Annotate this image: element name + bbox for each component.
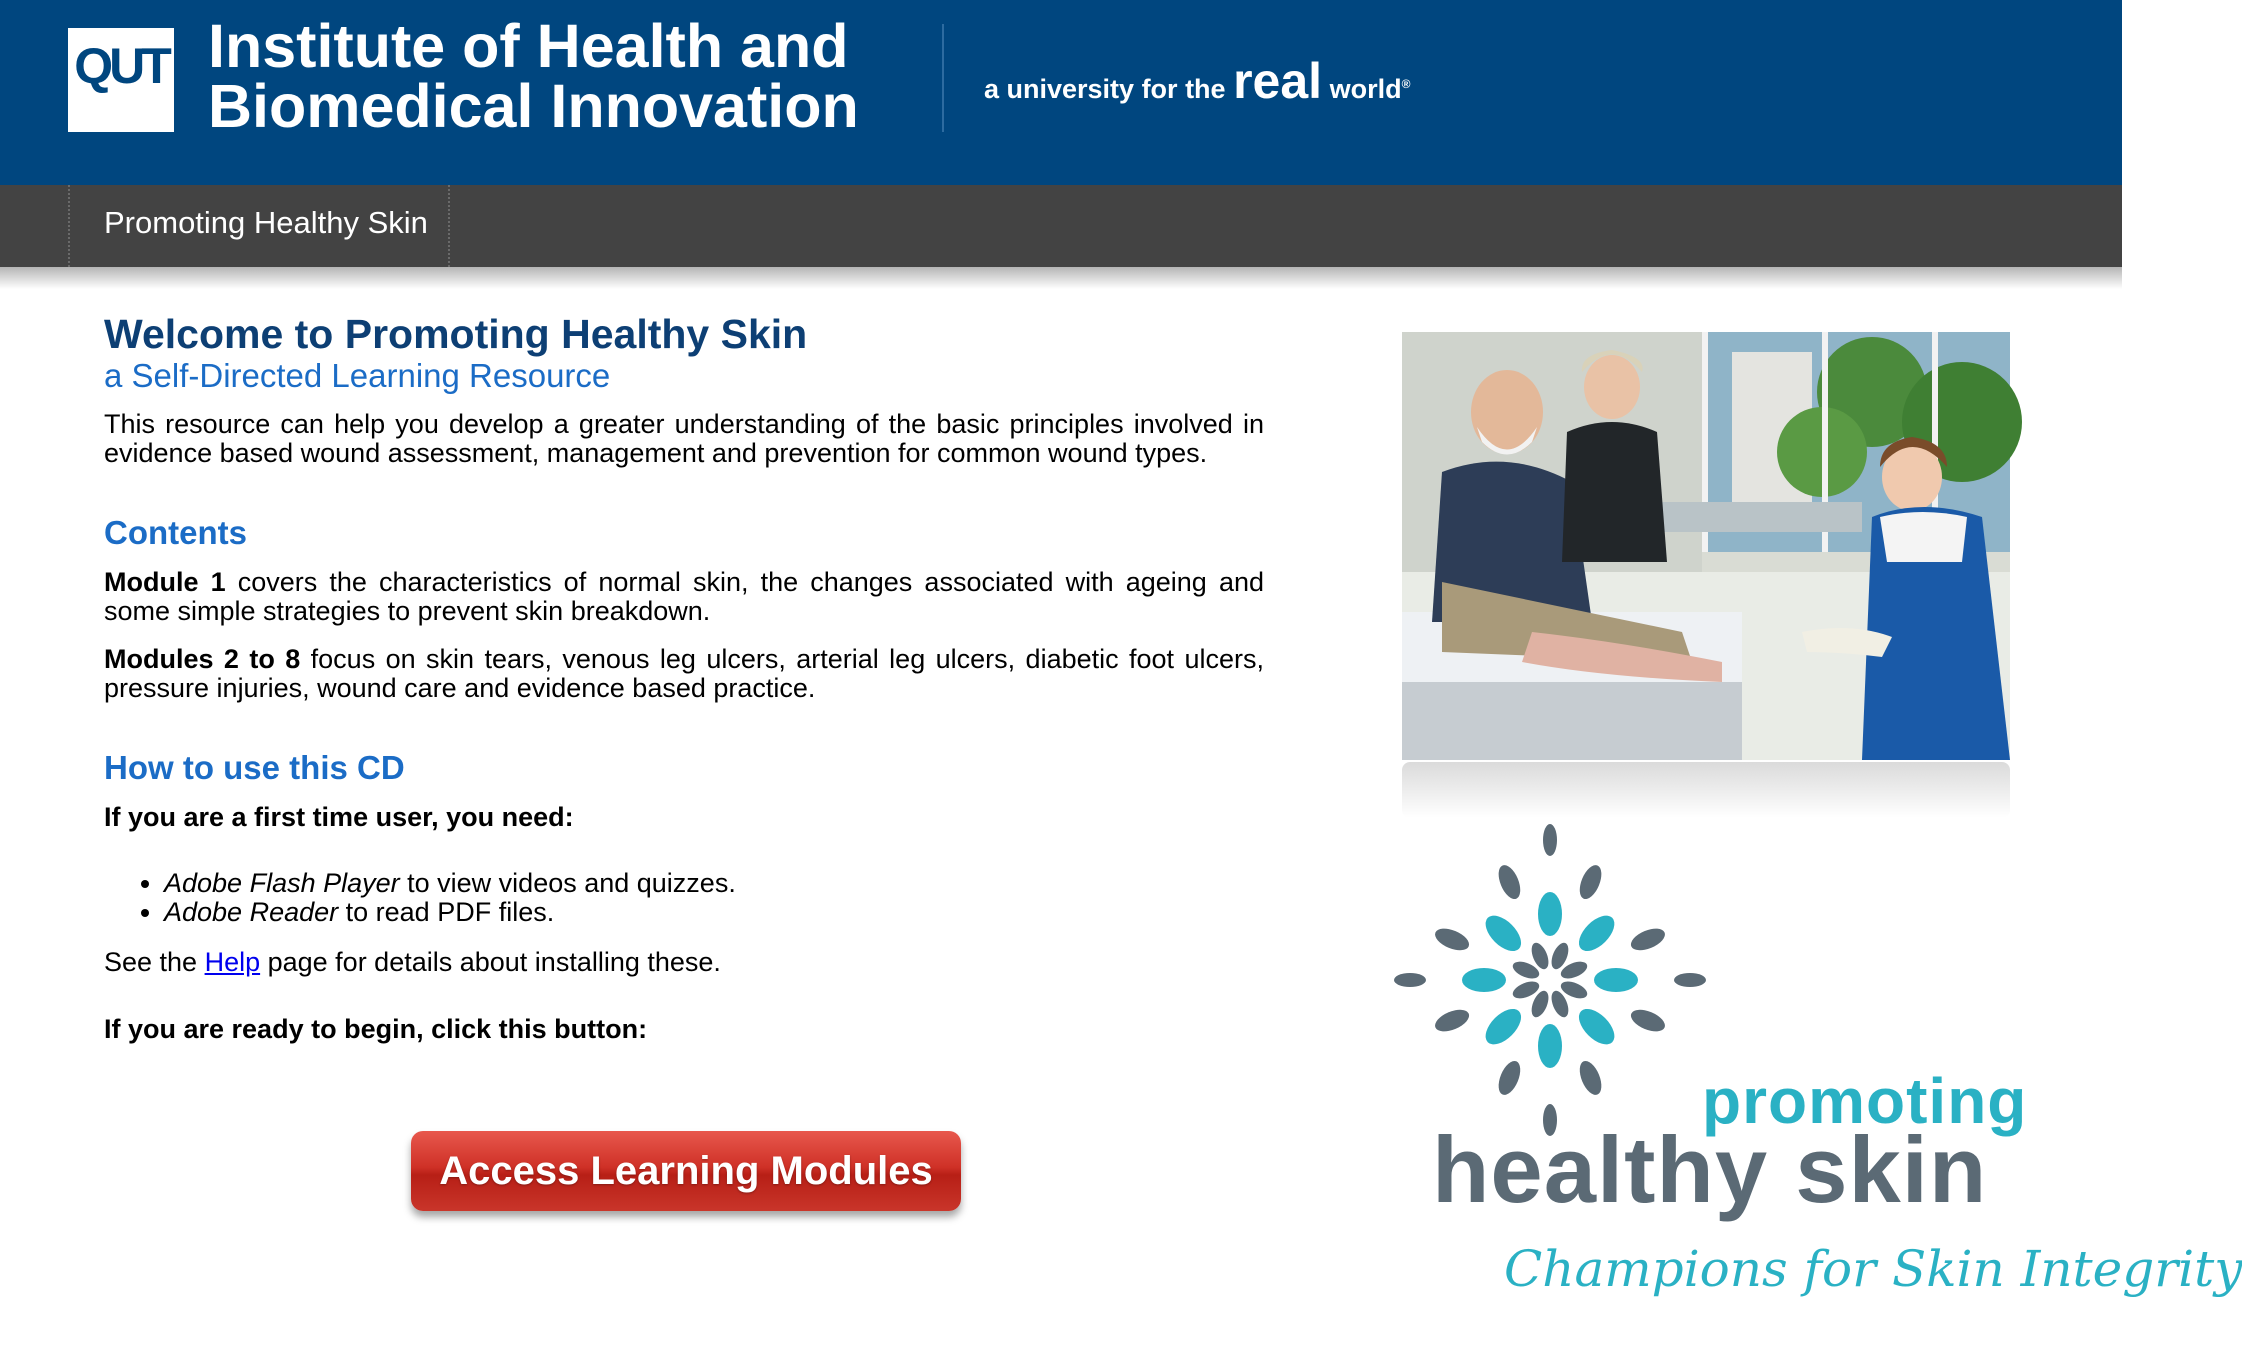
logo-healthy-skin-text: healthy skin: [1432, 1117, 1988, 1222]
tagline-mark: ®: [1401, 77, 1411, 91]
flower-petal: [1674, 973, 1706, 987]
intro-paragraph: This resource can help you develop a greater understanding of the basic principles involved in evidence based wound assessment, management and prevention for common wound types.: [104, 409, 1264, 468]
requirement-text: to view videos and quizzes.: [399, 868, 736, 898]
list-item: [164, 898, 1264, 927]
tagline-world: world: [1329, 74, 1402, 104]
flower-petal: [1543, 824, 1557, 856]
flower-petal: [1628, 1005, 1668, 1035]
flower-petal: [1594, 968, 1638, 992]
flower-petal: [1575, 1058, 1605, 1098]
first-time-label: If you are a first time user, you need:: [104, 802, 574, 832]
flower-petal: [1432, 924, 1472, 954]
module1-text: covers the characteristics of normal skin, the changes associated with ageing and some simple strategies to prevent skin breakdown.: [104, 567, 1264, 626]
tagline-real: real: [1233, 53, 1323, 109]
photo-reflection: [1402, 762, 2010, 818]
page-subtitle: a Self-Directed Learning Resource: [104, 357, 611, 394]
flower-petal: [1494, 1058, 1524, 1098]
flower-petal: [1394, 973, 1426, 987]
modules28-text: focus on skin tears, venous leg ulcers, arterial leg ulcers, diabetic foot ulcers, pressure injuries, wound care and evidence based practice.: [104, 644, 1264, 703]
qut-logo[interactable]: [68, 28, 174, 132]
module1-paragraph: [104, 568, 1264, 626]
help-prefix: See the: [104, 947, 205, 977]
flower-petal: [1538, 1024, 1562, 1068]
flower-petal: [1479, 1003, 1527, 1051]
institute-title: [208, 12, 928, 140]
university-tagline: [984, 52, 1410, 110]
flower-petal: [1432, 1005, 1472, 1035]
institute-title-line1: Institute of Health and: [208, 12, 849, 80]
flower-petal: [1494, 862, 1524, 902]
nav-shadow: [0, 267, 2122, 289]
page-title: Welcome to Promoting Healthy Skin: [104, 311, 808, 357]
help-link[interactable]: Help: [204, 947, 261, 977]
logo-tagline: Champions for Skin Integrity: [1504, 1240, 2242, 1298]
flower-petal: [1479, 909, 1527, 957]
flower-petal: [1573, 1003, 1621, 1051]
flower-petal: [1575, 862, 1605, 902]
flower-petal: [1628, 924, 1668, 954]
access-learning-modules-button[interactable]: Access Learning Modules: [411, 1131, 961, 1211]
nav-bar: [0, 185, 2122, 267]
requirement-text: to read PDF files.: [338, 897, 555, 927]
nav-item-promoting-healthy-skin[interactable]: Promoting Healthy Skin: [68, 185, 450, 267]
clinic-photo-illustration: [1402, 332, 2010, 760]
tagline-prefix: a university for the: [984, 74, 1226, 104]
main-content: [104, 310, 1264, 1045]
flower-petal: [1538, 892, 1562, 936]
modules28-paragraph: [104, 645, 1264, 703]
institute-title-line2: Biomedical Innovation: [208, 72, 859, 140]
help-suffix: page for details about installing these.: [260, 947, 721, 977]
qut-logo-text: QUT: [74, 38, 168, 94]
contents-heading: Contents: [104, 514, 247, 551]
flower-petal: [1462, 968, 1506, 992]
modules28-label: Modules 2 to 8: [104, 644, 301, 674]
help-paragraph: [104, 947, 1264, 978]
clinic-photo: [1402, 332, 2010, 760]
logo-promoting-text: promoting: [1702, 1065, 2028, 1137]
requirement-name: Adobe Reader: [164, 897, 339, 927]
requirement-name: Adobe Flash Player: [164, 868, 400, 898]
ready-label: If you are ready to begin, click this button:: [104, 1014, 648, 1044]
header-divider: [942, 24, 944, 132]
flower-logo-icon: [1390, 820, 1710, 1140]
flower-petal: [1573, 909, 1621, 957]
site-header: [0, 0, 2122, 185]
list-item: [164, 869, 1264, 898]
howto-heading: How to use this CD: [104, 749, 405, 786]
module1-label: Module 1: [104, 567, 226, 597]
requirements-list: [104, 869, 1264, 927]
